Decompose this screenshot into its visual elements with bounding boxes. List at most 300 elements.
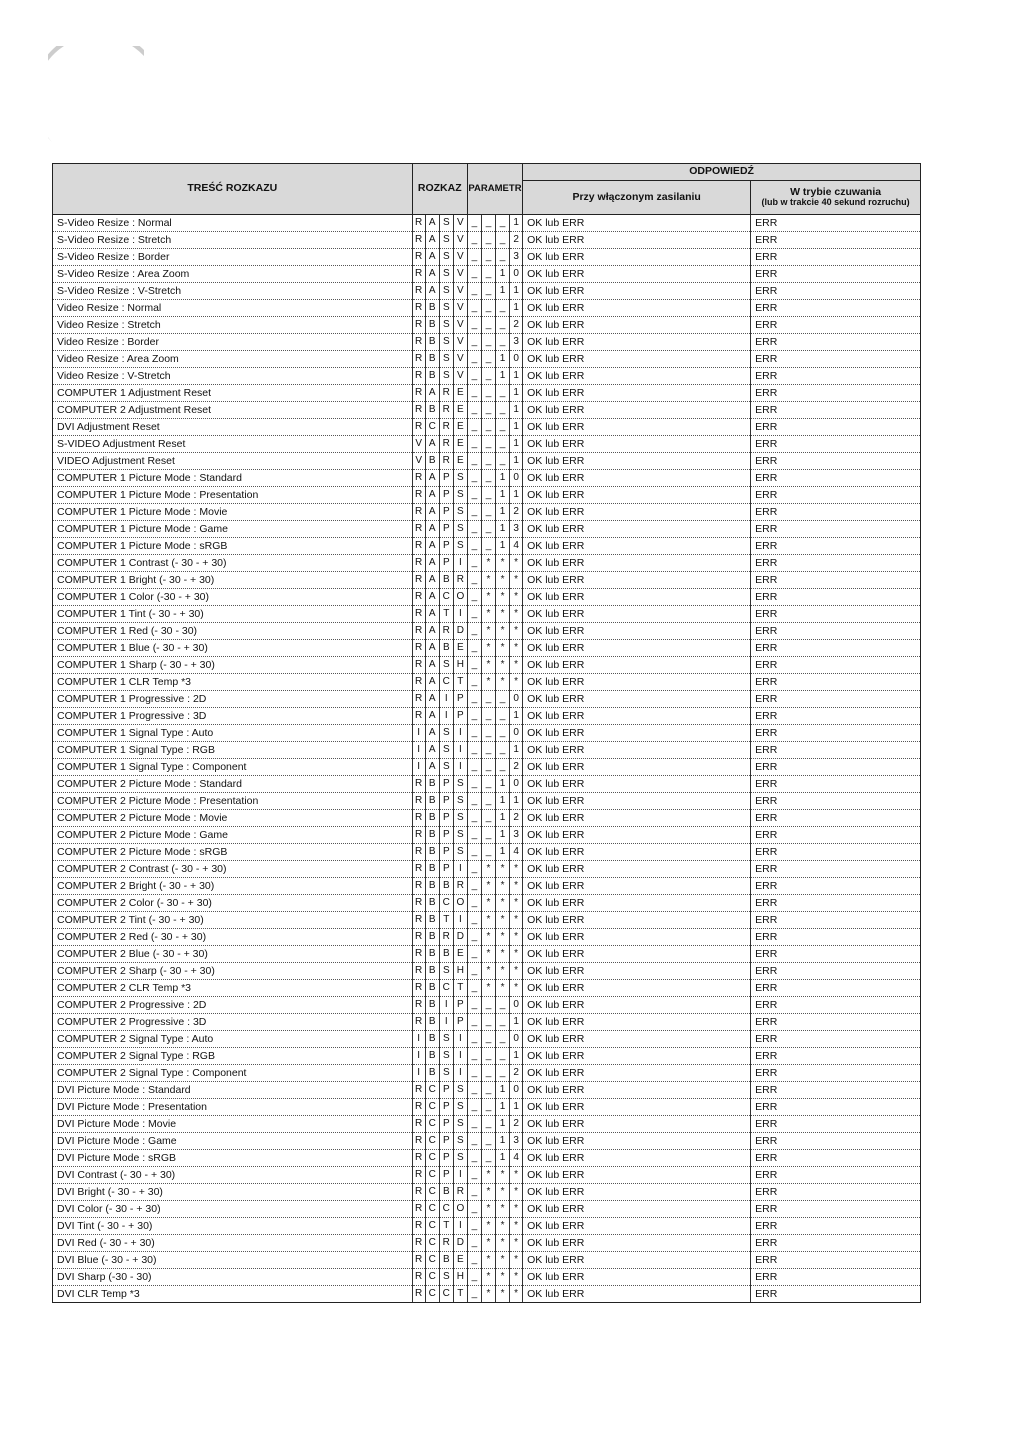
response-power-on: OK lub ERR (523, 1252, 751, 1269)
response-standby: ERR (751, 334, 921, 351)
command-char: A (425, 708, 439, 725)
table-row (53, 334, 921, 351)
command-char: S (439, 759, 453, 776)
command-description: COMPUTER 1 Tint (- 30 - + 30) (53, 606, 413, 623)
command-char: V (453, 368, 467, 385)
command-char: E (453, 946, 467, 963)
command-char: A (425, 283, 439, 300)
parameter-char: * (496, 1269, 510, 1286)
parameter-char: 3 (510, 1133, 523, 1150)
command-description: COMPUTER 1 Picture Mode : Game (53, 521, 413, 538)
parameter-char: _ (481, 266, 495, 283)
parameter-char: * (510, 1286, 523, 1303)
response-power-on: OK lub ERR (523, 1099, 751, 1116)
parameter-char: _ (481, 844, 495, 861)
parameter-char: _ (481, 725, 495, 742)
parameter-char: 1 (496, 1116, 510, 1133)
parameter-char: 2 (510, 810, 523, 827)
command-char: R (412, 1252, 425, 1269)
parameter-char: _ (481, 742, 495, 759)
command-char: R (412, 793, 425, 810)
parameter-char: * (496, 572, 510, 589)
response-standby: ERR (751, 1065, 921, 1082)
command-char: V (453, 351, 467, 368)
parameter-char: * (496, 1167, 510, 1184)
command-char: P (439, 1082, 453, 1099)
parameter-char: _ (481, 1116, 495, 1133)
command-description: COMPUTER 1 CLR Temp *3 (53, 674, 413, 691)
parameter-char: 1 (496, 351, 510, 368)
command-char: B (425, 368, 439, 385)
parameter-char: 0 (510, 266, 523, 283)
command-char: I (453, 742, 467, 759)
table-row (53, 912, 921, 929)
command-char: P (439, 504, 453, 521)
command-char: C (425, 1252, 439, 1269)
command-char: I (412, 1048, 425, 1065)
parameter-char: _ (467, 249, 481, 266)
command-char: A (425, 657, 439, 674)
parameter-char: * (496, 980, 510, 997)
command-char: P (439, 538, 453, 555)
command-char: R (412, 368, 425, 385)
command-char: B (425, 963, 439, 980)
parameter-char: * (510, 1167, 523, 1184)
command-char: E (453, 436, 467, 453)
page-corner-arc-icon (48, 46, 148, 146)
command-description: DVI Contrast (- 30 - + 30) (53, 1167, 413, 1184)
parameter-char: _ (467, 402, 481, 419)
parameter-char: _ (467, 385, 481, 402)
command-char: S (453, 470, 467, 487)
response-standby: ERR (751, 912, 921, 929)
parameter-char: * (481, 623, 495, 640)
command-description: DVI CLR Temp *3 (53, 1286, 413, 1303)
parameter-char: _ (481, 249, 495, 266)
command-char: I (453, 1167, 467, 1184)
command-char: P (439, 844, 453, 861)
response-standby: ERR (751, 1150, 921, 1167)
command-char: R (412, 963, 425, 980)
command-char: C (425, 1099, 439, 1116)
response-power-on: OK lub ERR (523, 1167, 751, 1184)
parameter-char: * (481, 572, 495, 589)
response-power-on: OK lub ERR (523, 963, 751, 980)
command-char: R (439, 402, 453, 419)
response-standby: ERR (751, 215, 921, 232)
parameter-char: _ (467, 1048, 481, 1065)
command-char: B (425, 300, 439, 317)
parameter-char: * (510, 895, 523, 912)
response-power-on: OK lub ERR (523, 946, 751, 963)
parameter-char: * (510, 623, 523, 640)
parameter-char: _ (467, 232, 481, 249)
response-power-on: OK lub ERR (523, 538, 751, 555)
command-char: B (425, 1048, 439, 1065)
command-char: P (439, 1167, 453, 1184)
response-power-on: OK lub ERR (523, 470, 751, 487)
response-standby: ERR (751, 844, 921, 861)
parameter-char: _ (481, 351, 495, 368)
command-char: R (412, 1235, 425, 1252)
command-char: I (453, 861, 467, 878)
command-description: COMPUTER 1 Blue (- 30 - + 30) (53, 640, 413, 657)
command-char: I (412, 759, 425, 776)
parameter-char: 1 (510, 1099, 523, 1116)
command-char: A (425, 759, 439, 776)
parameter-char: _ (467, 419, 481, 436)
response-standby: ERR (751, 674, 921, 691)
table-row (53, 980, 921, 997)
parameter-char: _ (496, 1014, 510, 1031)
parameter-char: _ (467, 453, 481, 470)
response-power-on: OK lub ERR (523, 300, 751, 317)
command-char: A (425, 215, 439, 232)
parameter-char: * (481, 929, 495, 946)
parameter-char: * (510, 589, 523, 606)
command-char: I (453, 606, 467, 623)
command-char: A (425, 487, 439, 504)
command-char: O (453, 895, 467, 912)
parameter-char: _ (481, 300, 495, 317)
parameter-char: * (481, 1167, 495, 1184)
command-char: A (425, 555, 439, 572)
parameter-char: _ (496, 1031, 510, 1048)
response-power-on: OK lub ERR (523, 283, 751, 300)
command-char: I (439, 691, 453, 708)
parameter-char: _ (467, 946, 481, 963)
command-char: R (412, 827, 425, 844)
response-power-on: OK lub ERR (523, 1048, 751, 1065)
command-char: C (439, 1201, 453, 1218)
command-char: H (453, 1269, 467, 1286)
parameter-char: _ (467, 793, 481, 810)
command-char: P (439, 793, 453, 810)
parameter-char: * (510, 878, 523, 895)
table-row (53, 283, 921, 300)
command-char: E (453, 385, 467, 402)
parameter-char: 1 (496, 368, 510, 385)
parameter-char: 2 (510, 317, 523, 334)
command-char: B (425, 1014, 439, 1031)
command-char: R (412, 538, 425, 555)
parameter-char: _ (467, 470, 481, 487)
parameter-char: 0 (510, 691, 523, 708)
response-power-on: OK lub ERR (523, 997, 751, 1014)
command-char: B (425, 929, 439, 946)
command-description: COMPUTER 2 Adjustment Reset (53, 402, 413, 419)
command-char: P (439, 521, 453, 538)
parameter-char: _ (481, 1014, 495, 1031)
command-char: R (412, 504, 425, 521)
parameter-char: * (496, 623, 510, 640)
response-standby: ERR (751, 640, 921, 657)
response-standby: ERR (751, 827, 921, 844)
parameter-char: * (496, 1201, 510, 1218)
command-char: T (439, 606, 453, 623)
command-char: R (412, 623, 425, 640)
response-power-on: OK lub ERR (523, 232, 751, 249)
parameter-char: 1 (510, 793, 523, 810)
parameter-char: _ (467, 487, 481, 504)
parameter-char: * (481, 606, 495, 623)
parameter-char: 3 (510, 827, 523, 844)
command-char: H (453, 963, 467, 980)
parameter-char: _ (467, 1235, 481, 1252)
parameter-char: _ (467, 1218, 481, 1235)
command-char: R (412, 776, 425, 793)
header-tresc-rozkazu: TREŚĆ ROZKAZU (53, 164, 413, 215)
parameter-char: _ (481, 793, 495, 810)
response-power-on: OK lub ERR (523, 1150, 751, 1167)
command-char: C (425, 1184, 439, 1201)
response-power-on: OK lub ERR (523, 249, 751, 266)
command-char: R (439, 1235, 453, 1252)
parameter-char: 0 (510, 776, 523, 793)
command-description: DVI Picture Mode : Standard (53, 1082, 413, 1099)
command-char: P (439, 555, 453, 572)
response-standby: ERR (751, 470, 921, 487)
table-row (53, 844, 921, 861)
response-standby: ERR (751, 453, 921, 470)
command-char: I (412, 1031, 425, 1048)
command-char: A (425, 572, 439, 589)
parameter-char: 4 (510, 538, 523, 555)
parameter-char: _ (496, 249, 510, 266)
parameter-char: 1 (496, 266, 510, 283)
table-row (53, 453, 921, 470)
command-description: Video Resize : Normal (53, 300, 413, 317)
response-power-on: OK lub ERR (523, 674, 751, 691)
table-row (53, 827, 921, 844)
command-char: B (439, 1252, 453, 1269)
command-description: COMPUTER 2 Tint (- 30 - + 30) (53, 912, 413, 929)
parameter-char: _ (467, 810, 481, 827)
command-description: DVI Bright (- 30 - + 30) (53, 1184, 413, 1201)
response-standby: ERR (751, 1014, 921, 1031)
command-char: B (425, 980, 439, 997)
command-char: A (425, 470, 439, 487)
command-char: R (412, 1167, 425, 1184)
header-standby-title: W trybie czuwania (790, 185, 882, 198)
command-char: B (425, 402, 439, 419)
command-char: C (439, 895, 453, 912)
command-char: R (453, 572, 467, 589)
parameter-char: * (510, 1218, 523, 1235)
table-row (53, 691, 921, 708)
parameter-char: _ (481, 538, 495, 555)
parameter-char: 1 (496, 504, 510, 521)
command-char: V (453, 232, 467, 249)
response-standby: ERR (751, 249, 921, 266)
command-char: R (453, 1184, 467, 1201)
parameter-char: _ (481, 368, 495, 385)
response-power-on: OK lub ERR (523, 623, 751, 640)
parameter-char: _ (496, 997, 510, 1014)
command-char: I (439, 1014, 453, 1031)
response-standby: ERR (751, 402, 921, 419)
command-char: R (412, 895, 425, 912)
parameter-char: 1 (496, 844, 510, 861)
parameter-char: * (481, 1252, 495, 1269)
command-description: COMPUTER 2 Progressive : 3D (53, 1014, 413, 1031)
parameter-char: 1 (496, 827, 510, 844)
command-char: R (412, 1082, 425, 1099)
parameter-char: 3 (510, 249, 523, 266)
response-power-on: OK lub ERR (523, 929, 751, 946)
table-row (53, 963, 921, 980)
parameter-char: _ (467, 640, 481, 657)
response-standby: ERR (751, 419, 921, 436)
parameter-char: * (481, 589, 495, 606)
parameter-char: * (510, 606, 523, 623)
command-char: B (439, 946, 453, 963)
command-char: C (425, 419, 439, 436)
parameter-char: _ (467, 691, 481, 708)
response-standby: ERR (751, 232, 921, 249)
parameter-char: 1 (510, 300, 523, 317)
parameter-char: 0 (510, 1082, 523, 1099)
command-description: COMPUTER 1 Picture Mode : Presentation (53, 487, 413, 504)
parameter-char: _ (496, 725, 510, 742)
parameter-char: _ (496, 385, 510, 402)
command-char: P (453, 997, 467, 1014)
command-description: COMPUTER 2 Sharp (- 30 - + 30) (53, 963, 413, 980)
parameter-char: 1 (510, 385, 523, 402)
parameter-char: * (510, 963, 523, 980)
parameter-char: _ (496, 1048, 510, 1065)
parameter-char: _ (467, 1082, 481, 1099)
response-power-on: OK lub ERR (523, 1082, 751, 1099)
response-standby: ERR (751, 708, 921, 725)
command-char: R (439, 623, 453, 640)
command-description: COMPUTER 1 Signal Type : Component (53, 759, 413, 776)
parameter-char: _ (481, 283, 495, 300)
parameter-char: * (510, 674, 523, 691)
command-char: R (412, 980, 425, 997)
response-standby: ERR (751, 572, 921, 589)
table-row (53, 215, 921, 232)
command-description: S-Video Resize : V-Stretch (53, 283, 413, 300)
parameter-char: _ (467, 742, 481, 759)
command-char: R (412, 300, 425, 317)
parameter-char: * (481, 963, 495, 980)
command-char: B (439, 1184, 453, 1201)
table-row (53, 589, 921, 606)
command-char: A (425, 691, 439, 708)
response-standby: ERR (751, 385, 921, 402)
parameter-char: 3 (510, 334, 523, 351)
header-rozkaz: ROZKAZ (412, 164, 467, 215)
command-char: R (412, 912, 425, 929)
response-standby: ERR (751, 623, 921, 640)
parameter-char: _ (481, 1099, 495, 1116)
response-power-on: OK lub ERR (523, 861, 751, 878)
response-power-on: OK lub ERR (523, 504, 751, 521)
parameter-char: 1 (496, 776, 510, 793)
table-row (53, 266, 921, 283)
table-row (53, 300, 921, 317)
parameter-char: * (496, 1184, 510, 1201)
response-standby: ERR (751, 1252, 921, 1269)
table-row (53, 1184, 921, 1201)
parameter-char: * (496, 555, 510, 572)
command-char: C (425, 1218, 439, 1235)
parameter-char: * (481, 1218, 495, 1235)
response-standby: ERR (751, 368, 921, 385)
response-standby: ERR (751, 776, 921, 793)
command-char: V (412, 453, 425, 470)
command-description: COMPUTER 1 Signal Type : RGB (53, 742, 413, 759)
parameter-char: _ (496, 1065, 510, 1082)
command-description: COMPUTER 2 Picture Mode : sRGB (53, 844, 413, 861)
command-char: D (453, 623, 467, 640)
parameter-char: _ (467, 538, 481, 555)
table-row (53, 759, 921, 776)
parameter-char: * (510, 572, 523, 589)
parameter-char: * (496, 946, 510, 963)
response-power-on: OK lub ERR (523, 1286, 751, 1303)
command-char: E (453, 419, 467, 436)
table-row (53, 1065, 921, 1082)
command-char: I (412, 1065, 425, 1082)
command-char: C (425, 1133, 439, 1150)
parameter-char: * (481, 861, 495, 878)
command-char: R (412, 810, 425, 827)
parameter-char: 3 (510, 521, 523, 538)
parameter-char: _ (467, 827, 481, 844)
table-row (53, 623, 921, 640)
command-char: V (453, 300, 467, 317)
command-char: S (439, 742, 453, 759)
table-row (53, 504, 921, 521)
response-power-on: OK lub ERR (523, 640, 751, 657)
command-char: I (412, 725, 425, 742)
command-char: R (412, 861, 425, 878)
command-char: R (412, 1150, 425, 1167)
response-power-on: OK lub ERR (523, 436, 751, 453)
command-char: C (425, 1235, 439, 1252)
response-standby: ERR (751, 929, 921, 946)
parameter-char: _ (467, 623, 481, 640)
parameter-char: _ (467, 555, 481, 572)
command-char: I (453, 759, 467, 776)
table-row (53, 436, 921, 453)
response-power-on: OK lub ERR (523, 1201, 751, 1218)
parameter-char: _ (496, 759, 510, 776)
parameter-char: 1 (496, 521, 510, 538)
command-description: DVI Color (- 30 - + 30) (53, 1201, 413, 1218)
command-char: P (439, 810, 453, 827)
command-char: E (453, 453, 467, 470)
response-standby: ERR (751, 521, 921, 538)
command-char: C (439, 674, 453, 691)
command-description: COMPUTER 2 Contrast (- 30 - + 30) (53, 861, 413, 878)
parameter-char: * (496, 912, 510, 929)
parameter-char: * (496, 895, 510, 912)
response-standby: ERR (751, 725, 921, 742)
command-char: B (425, 895, 439, 912)
command-description: COMPUTER 2 Picture Mode : Standard (53, 776, 413, 793)
parameter-char: 0 (510, 351, 523, 368)
command-char: S (453, 538, 467, 555)
parameter-char: * (496, 929, 510, 946)
response-power-on: OK lub ERR (523, 555, 751, 572)
response-standby: ERR (751, 1218, 921, 1235)
command-char: A (425, 232, 439, 249)
parameter-char: _ (467, 776, 481, 793)
command-description: S-Video Resize : Area Zoom (53, 266, 413, 283)
